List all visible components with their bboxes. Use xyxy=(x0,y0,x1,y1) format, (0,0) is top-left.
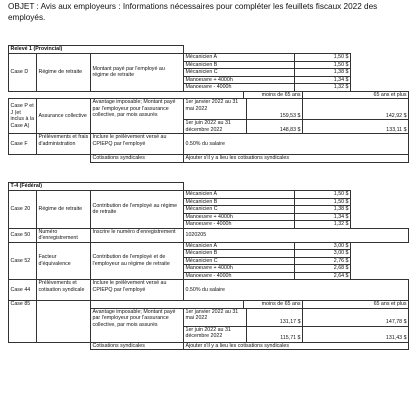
amount: 3,00 $ xyxy=(295,250,351,258)
amount: 1,50 $ xyxy=(295,54,351,62)
amount: 1,34 $ xyxy=(295,213,351,221)
empty-cell xyxy=(9,155,91,163)
empty-cell xyxy=(351,69,409,77)
empty-cell xyxy=(351,206,409,214)
empty-cell xyxy=(351,198,409,206)
case-f-label: Prélèvements et frais d'administration xyxy=(37,134,91,155)
job-label: Mécanicien C xyxy=(184,257,295,265)
cotisations-value: Ajouter s'il y a lieu les cotisations syndicales xyxy=(184,342,409,350)
amount: 1,34 $ xyxy=(295,76,351,84)
empty-cell xyxy=(9,91,244,99)
empty-cell xyxy=(351,61,409,69)
cotisations-label: Cotisations syndicales xyxy=(91,155,184,163)
amount: 1,50 $ xyxy=(295,61,351,69)
case-p-desc: Avantage imposable; Montant payé par l'employeur pour l'assurance collective, par mois assurés xyxy=(91,99,184,134)
case-f: Case F xyxy=(9,134,37,155)
case-f-value: 0.50% du salaire xyxy=(184,134,409,155)
empty-cell xyxy=(351,76,409,84)
case-44: Case 44 xyxy=(9,280,37,301)
job-label: Mécanicien A xyxy=(184,242,295,250)
job-label: Mécanicien C xyxy=(184,206,295,214)
amount-65plus: 147,78 $ xyxy=(303,308,409,326)
case-50-value: 1020205 xyxy=(184,228,409,242)
amount: 1,50 $ xyxy=(295,198,351,206)
job-label: Mécanicien B xyxy=(184,198,295,206)
amount-under65: 115,71 $ xyxy=(247,326,303,342)
amount: 2,68 $ xyxy=(295,265,351,273)
amount: 1,32 $ xyxy=(295,84,351,92)
job-label: Mécanicien B xyxy=(184,61,295,69)
federal-table xyxy=(8,182,409,350)
case-52-label: Facteur d'équivalence xyxy=(37,242,91,280)
case-d: Case D xyxy=(9,54,37,92)
amount: 1,38 $ xyxy=(295,69,351,77)
col-under65: moins de 65 ans xyxy=(244,91,303,99)
case-52-desc: Contribution de l'employé et de l'employeur au régime de retraite xyxy=(91,242,184,280)
amount-under65: 131,17 $ xyxy=(247,308,303,326)
empty-cell xyxy=(351,54,409,62)
empty-cell xyxy=(351,265,409,273)
amount-under65: 148,83 $ xyxy=(247,120,303,134)
empty-cell xyxy=(184,46,409,54)
job-label: Manoeuvre - 4000h xyxy=(184,272,295,280)
job-label: Mécanicien B xyxy=(184,250,295,258)
case-p-label: Assurance collective xyxy=(37,99,91,134)
job-label: Manoeuvre + 4000h xyxy=(184,213,295,221)
case-f-desc: Inclure le prélèvement versé au CPIEPQ par l'employé xyxy=(91,134,184,155)
empty-cell xyxy=(9,342,91,350)
empty-cell xyxy=(351,250,409,258)
empty-cell xyxy=(184,301,244,309)
case-44-value: 0.50% du salaire xyxy=(184,280,409,301)
empty-cell xyxy=(91,301,184,309)
col-65plus: 65 ans et plus xyxy=(303,301,409,309)
case-52: Case 52 xyxy=(9,242,37,280)
job-label: Mécanicien C xyxy=(184,69,295,77)
amount: 1,38 $ xyxy=(295,206,351,214)
job-label: Manoeuvre - 4000h xyxy=(184,84,295,92)
case-85-desc: Avantage imposable; Montant payé par l'employeur pour l'assurance collective, par mois assurés xyxy=(91,308,184,342)
case-85: Case 85 xyxy=(9,301,37,343)
case-50-desc: Inscrire le numéro d'enregistrement xyxy=(91,228,184,242)
provincial-table xyxy=(8,45,409,163)
case-20-desc: Contribution de l'employé au régime de retraite xyxy=(91,191,184,229)
amount-65plus: 133,11 $ xyxy=(303,120,409,134)
document-title: OBJET : Avis aux employeurs : Informations nécessaires pour compléter les feuillets fiscaux 2022 des employés. xyxy=(8,2,378,22)
amount: 1,50 $ xyxy=(295,191,351,199)
case-44-desc: Inclure le prélèvement versé au CPIEPQ par l'employé xyxy=(91,280,184,301)
provincial-header: Relevé 1 (Provincial) xyxy=(9,46,184,54)
col-under65: moins de 65 ans xyxy=(244,301,303,309)
amount-65plus: 142,92 $ xyxy=(303,99,409,120)
period: 1er juin 2022 au 31 décembre 2022 xyxy=(184,120,247,134)
cotisations-value: Ajouter s'il y a lieu les cotisations syndicales xyxy=(184,155,409,163)
empty-cell xyxy=(37,301,91,343)
empty-cell xyxy=(351,213,409,221)
case-d-label: Régime de retraite xyxy=(37,54,91,92)
federal-header: T-4 (Fédéral) xyxy=(9,183,184,191)
amount: 3,00 $ xyxy=(295,242,351,250)
empty-cell xyxy=(351,272,409,280)
empty-cell xyxy=(351,191,409,199)
amount-under65: 159,53 $ xyxy=(247,99,303,120)
job-label: Manoeuvre - 4000h xyxy=(184,221,295,229)
period: 1er janvier 2022 au 31 mai 2022 xyxy=(184,308,247,326)
empty-cell xyxy=(351,242,409,250)
empty-cell xyxy=(351,84,409,92)
job-label: Manoeuvre + 4000h xyxy=(184,265,295,273)
empty-cell xyxy=(184,183,409,191)
col-65plus: 65 ans et plus xyxy=(303,91,409,99)
case-50-label: Numéro d'enregistrement xyxy=(37,228,91,242)
empty-cell xyxy=(351,221,409,229)
amount: 2,76 $ xyxy=(295,257,351,265)
case-d-desc: Montant payé par l'employé au régime de retraite xyxy=(91,54,184,92)
job-label: Mécanicien A xyxy=(184,54,295,62)
job-label: Mécanicien A xyxy=(184,191,295,199)
amount: 1,32 $ xyxy=(295,221,351,229)
period: 1er janvier 2022 au 31 mai 2022 xyxy=(184,99,247,120)
case-20-label: Régime de retraite xyxy=(37,191,91,229)
job-label: Manoeuvre + 4000h xyxy=(184,76,295,84)
empty-cell xyxy=(351,257,409,265)
case-p: Case P et J (et inclus à la Case A) xyxy=(9,99,37,134)
amount-65plus: 131,43 $ xyxy=(303,326,409,342)
case-44-label: Prélèvements et cotisation syndicale xyxy=(37,280,91,301)
period: 1er juin 2022 au 31 décembre 2022 xyxy=(184,326,247,342)
case-20: Case 20 xyxy=(9,191,37,229)
cotisations-label: Cotisations syndicales xyxy=(91,342,184,350)
case-50: Case 50 xyxy=(9,228,37,242)
amount: 2,64 $ xyxy=(295,272,351,280)
